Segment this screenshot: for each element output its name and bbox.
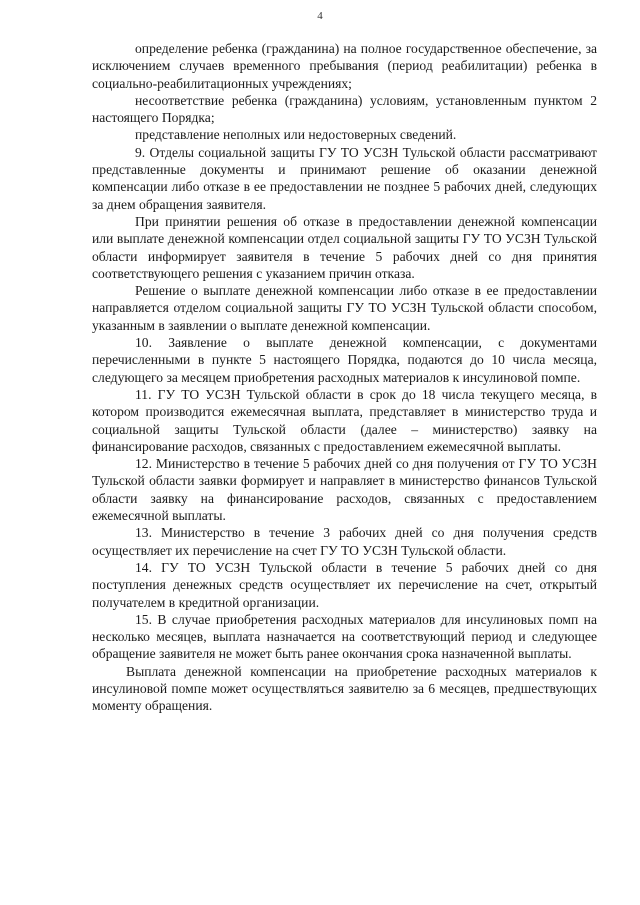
- paragraph-grounds-state-care: определение ребенка (гражданина) на полное государственное обеспечение, за исключением случаев временного пребывания (период реабилитации) ребенка в социально-реабилитационных учреждениях;: [92, 41, 597, 91]
- paragraph-payment-period: Выплата денежной компенсации на приобретение расходных материалов к инсулиновой помпе может осуществляться заявителю за 6 месяцев, предшествующих моменту обращения.: [92, 663, 597, 714]
- paragraph-grounds-incomplete-info: представление неполных или недостоверных сведений.: [135, 127, 457, 143]
- paragraph-item-10: 10. Заявление о выплате денежной компенсации, с документами перечисленными в пункте 5 настоящего Порядка, подаются до 10 числа месяца, следующего за месяцем приобретения расходных материалов к инсулиновой помпе.: [92, 335, 597, 385]
- paragraph-refusal-notice: При принятии решения об отказе в предоставлении денежной компенсации или выплате денежной компенсации отдел социальной защиты ГУ ТО УСЗН Тульской области информирует заявителя в течение 5 рабочих дней со дня принятия соответствующего решения с указанием причин отказа.: [92, 213, 597, 281]
- paragraph-item-13: 13. Министерство в течение 3 рабочих дней со дня получения средств осуществляет их перечисление на счет ГУ ТО УСЗН Тульской области.: [92, 525, 597, 558]
- paragraph-item-11: 11. ГУ ТО УСЗН Тульской области в срок до 18 числа текущего месяца, в котором производится ежемесячная выплата, представляет в министерство труда и социальной защиты Тульской области (далее – министерство) заявку на финансирование расходов, связанных с предоставлением ежемесячной выплаты.: [92, 386, 597, 454]
- paragraph-item-14: 14. ГУ ТО УСЗН Тульской области в течение 5 рабочих дней со дня поступления денежных средств осуществляет их перечисление на счет, открытый получателем в кредитной организации.: [92, 559, 597, 610]
- paragraph-item-12: 12. Министерство в течение 5 рабочих дней со дня получения от ГУ ТО УСЗН Тульской области заявки формирует и направляет в министерство финансов Тульской области заявку на финансирование расходов, связанных с предоставлением ежемесячной выплаты.: [92, 456, 597, 524]
- paragraph-grounds-nonconformity: несоответствие ребенка (гражданина) условиям, установленным пунктом 2 настоящего Порядка;: [92, 92, 597, 126]
- paragraph-item-9: 9. Отделы социальной защиты ГУ ТО УСЗН Тульской области рассматривают представленные документы и принимают решение об оказании денежной компенсации либо отказе в ее предоставлении не позднее 5 рабочих дней, следующих за днем обращения заявителя.: [92, 144, 597, 212]
- page-number: 4: [317, 10, 323, 22]
- paragraph-item-15: 15. В случае приобретения расходных материалов для инсулиновых помп на несколько месяцев, выплата назначается на соответствующий период и следующее обращение заявителя не может быть ранее окончания срока назначенной выплаты.: [92, 611, 597, 662]
- paragraph-decision-delivery: Решение о выплате денежной компенсации либо отказе в ее предоставлении направляется отделом социальной защиты ГУ ТО УСЗН Тульской области способом, указанным в заявлении о выплате денежной компенсации.: [92, 283, 597, 333]
- document-body: [92, 40, 597, 715]
